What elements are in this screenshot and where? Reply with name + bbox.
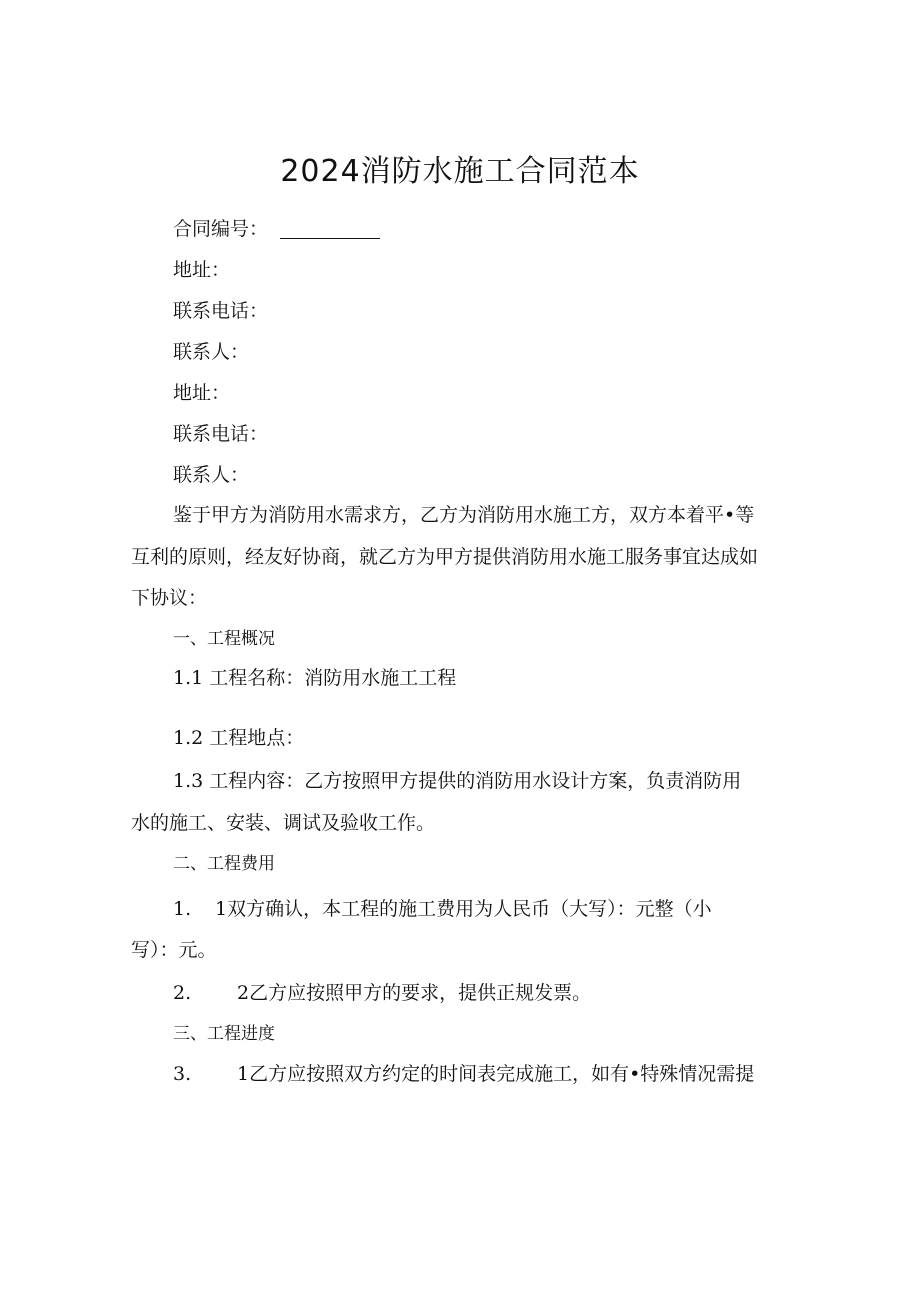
section-2-item-2-number: 2. bbox=[173, 982, 192, 1004]
section-2-heading: 二、工程费用 bbox=[173, 854, 275, 874]
contract-number-row bbox=[173, 216, 380, 242]
party-b-address: 地址： bbox=[173, 382, 231, 404]
section-1-item-1: 1.1 工程名称：消防用水施工工程 bbox=[173, 667, 457, 689]
section-3-item-1-number: 3. bbox=[173, 1063, 192, 1085]
document-title: 2024消防水施工合同范本 bbox=[280, 154, 640, 189]
section-3-heading: 三、工程进度 bbox=[173, 1024, 275, 1044]
preamble-line-3: 下协议： bbox=[131, 587, 208, 609]
section-3-item-1 bbox=[173, 1061, 754, 1087]
party-a-contact: 联系人： bbox=[173, 341, 250, 363]
contract-number-label: 合同编号： bbox=[173, 218, 269, 240]
section-1-heading: 一、工程概况 bbox=[173, 629, 275, 649]
section-2-item-1-text: 1双方确认，本工程的施工费用为人民币（大写）：元整（小 bbox=[215, 898, 712, 920]
section-1-item-3-line-2: 水的施工、安装、调试及验收工作。 bbox=[131, 812, 436, 834]
section-2-item-1-line-2: 写）：元。 bbox=[131, 939, 217, 961]
section-2-item-2-text: 2乙方应按照甲方的要求，提供正规发票。 bbox=[237, 982, 592, 1004]
party-a-phone: 联系电话： bbox=[173, 300, 269, 322]
preamble-line-2: 互利的原则，经友好协商，就乙方为甲方提供消防用水施工服务事宜达成如 bbox=[131, 546, 759, 568]
section-2-item-1-line-1 bbox=[173, 896, 712, 922]
party-b-contact: 联系人： bbox=[173, 464, 250, 486]
preamble-line-1: 鉴于甲方为消防用水需求方，乙方为消防用水施工方，双方本着平•等 bbox=[173, 504, 755, 526]
section-1-item-3-line-1: 1.3 工程内容：乙方按照甲方提供的消防用水设计方案，负责消防用 bbox=[173, 770, 742, 792]
party-a-address: 地址： bbox=[173, 259, 231, 281]
section-3-item-1-text: 1乙方应按照双方约定的时间表完成施工，如有•特殊情况需提 bbox=[237, 1063, 755, 1085]
section-1-item-2: 1.2 工程地点： bbox=[173, 727, 305, 749]
contract-number-blank bbox=[280, 220, 380, 239]
party-b-phone: 联系电话： bbox=[173, 423, 269, 445]
section-2-item-1-number: 1. bbox=[173, 898, 192, 920]
section-2-item-2 bbox=[173, 980, 591, 1006]
